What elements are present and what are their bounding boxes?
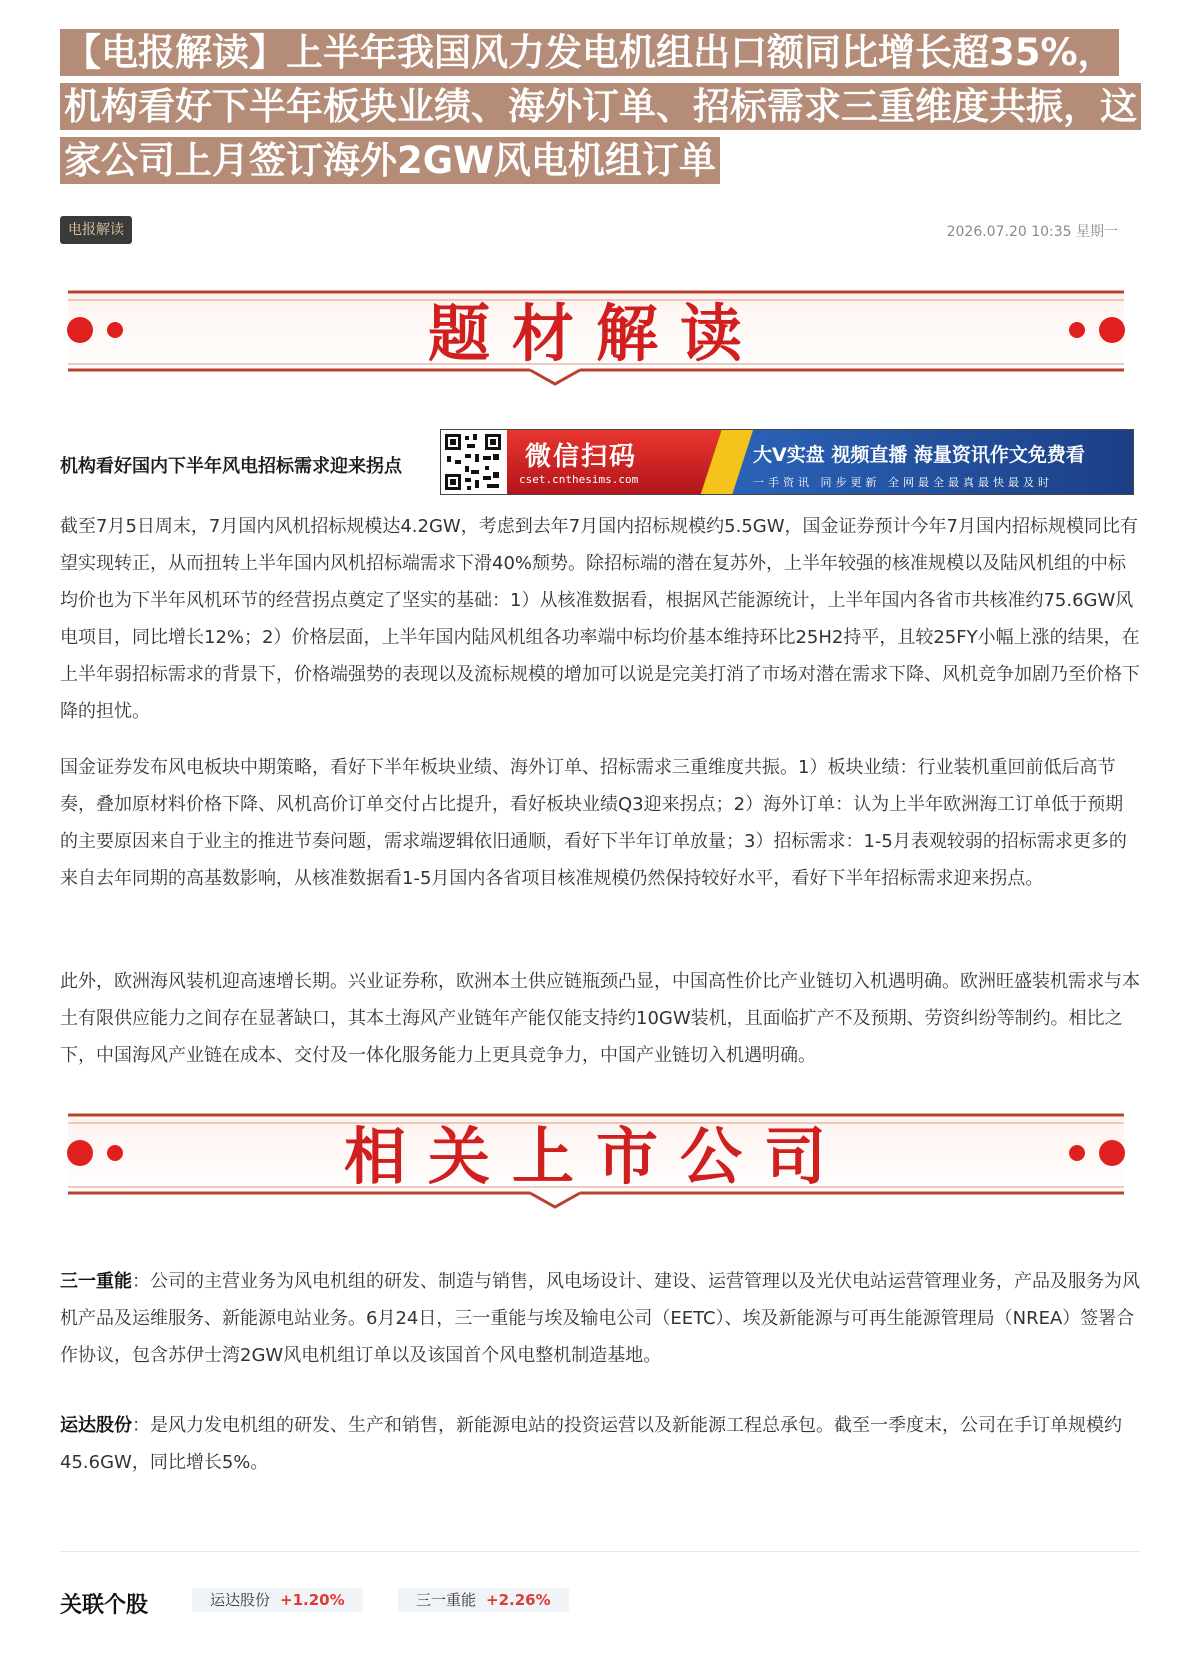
qr-code-icon xyxy=(443,432,503,492)
ad-url: cset.cnthesims.com xyxy=(519,473,639,486)
article-title-text: 【电报解读】上半年我国风力发电机组出口额同比增长超35%，机构看好下半年板块业绩、海外订单、招标需求三重维度共振，这家公司上月签订海外2GW风电机组订单 xyxy=(60,29,1141,184)
company-description: ：是风力发电机组的研发、生产和销售，新能源电站的投资运营以及新能源工程总承包。截至一季度末，公司在手订单规模约45.6GW，同比增长5%。 xyxy=(60,1415,1122,1473)
section-subheading: 机构看好国内下半年风电招标需求迎来拐点 xyxy=(60,456,402,477)
stock-chip[interactable] xyxy=(192,1588,363,1612)
ad-scan-title: 微信扫码 xyxy=(525,442,638,472)
body-paragraph-3: 此外，欧洲海风装机迎高速增长期。兴业证券称，欧洲本土供应链瓶颈凸显，中国高性价比产业链切入机遇明确。欧洲旺盛装机需求与本土有限供应能力之间存在显著缺口，其本土海风产业链年产能仅能支持约10GW装机，且面临扩产不及预期、劳资纠纷等制约。相比之下，中国海风产业链在成本、交付及一体化服务能力上更具竞争力，中国产业链切入机遇明确。 xyxy=(60,971,1140,1066)
company-name[interactable]: 运达股份 xyxy=(60,1415,132,1436)
stock-change: +2.26% xyxy=(486,1591,551,1609)
section-banner-theme xyxy=(60,284,1132,390)
stock-chip[interactable] xyxy=(398,1588,569,1612)
category-tag[interactable]: 电报解读 xyxy=(60,216,132,244)
stock-name: 运达股份 xyxy=(210,1591,271,1609)
publish-date: 2026.07.20 10:35 星期一 xyxy=(946,224,1118,240)
article-title xyxy=(60,26,1140,188)
body-paragraph-2: 国金证券发布风电板块中期策略，看好下半年板块业绩、海外订单、招标需求三重维度共振。1）板块业绩：行业装机重回前低后高节奏，叠加原材料价格下降、风机高价订单交付占比提升，看好板块业绩Q3迎来拐点；2）海外订单：认为上半年欧洲海工订单低于预期的主要原因来自于业主的推进节奏问题，需求端逻辑依旧通顺，看好下半年订单放量；3）招标需求：1-5月表观较弱的招标需求更多的来自去年同期的高基数影响，从核准数据看1-5月国内各省项目核准规模仍然保持较好水平，看好下半年招标需求迎来拐点。 xyxy=(60,757,1127,889)
banner-title: 题材解读 xyxy=(427,297,764,370)
ad-subslogan: 一手资讯 同步更新 全网最全最真最快最及时 xyxy=(753,476,1053,489)
section-banner-companies xyxy=(60,1107,1132,1213)
company-name[interactable]: 三一重能 xyxy=(60,1271,132,1292)
company-paragraph-2 xyxy=(60,1407,1140,1481)
body-paragraph-1: 截至7月5日周末，7月国内风机招标规模达4.2GW，考虑到去年7月国内招标规模约5.5GW，国金证券预计今年7月国内招标规模同比有望实现转正，从而扭转上半年国内风机招标端需求下滑40%颓势。除招标端的潜在复苏外，上半年较强的核准规模以及陆风机组的中标均价也为下半年风机环节的经营拐点奠定了坚实的基础：1）从核准数据看，根据风芒能源统计，上半年国内各省市共核准约75.6GW风电项目，同比增长12%；2）价格层面，上半年国内陆风机组各功率端中标均价基本维持环比25H2持平，且较25FY小幅上涨的结果，在上半年弱招标需求的背景下，价格端强势的表现以及流标规模的增加可以说是完美打消了市场对潜在需求下降、风机竞争加剧乃至价格下降的担忧。 xyxy=(60,516,1140,722)
banner-title: 相关上市公司 xyxy=(343,1120,848,1193)
stock-name: 三一重能 xyxy=(416,1591,477,1609)
footer-divider xyxy=(60,1551,1140,1552)
company-paragraph-1 xyxy=(60,1263,1140,1374)
related-stocks-label: 关联个股 xyxy=(60,1593,149,1618)
ad-slogan: 大V实盘 视频直播 海量资讯作文免费看 xyxy=(753,444,1085,466)
stock-change: +1.20% xyxy=(280,1591,345,1609)
company-description: ：公司的主营业务为风电机组的研发、制造与销售，风电场设计、建设、运营管理以及光伏电站运营管理业务，产品及服务为风机产品及运维服务、新能源电站业务。6月24日，三一重能与埃及输电公司（EETC）、埃及新能源与可再生能源管理局（NREA）签署合作协议，包含苏伊士湾2GW风电机组订单以及该国首个风电整机制造基地。 xyxy=(60,1271,1140,1366)
wechat-ad-banner[interactable] xyxy=(440,429,1134,495)
